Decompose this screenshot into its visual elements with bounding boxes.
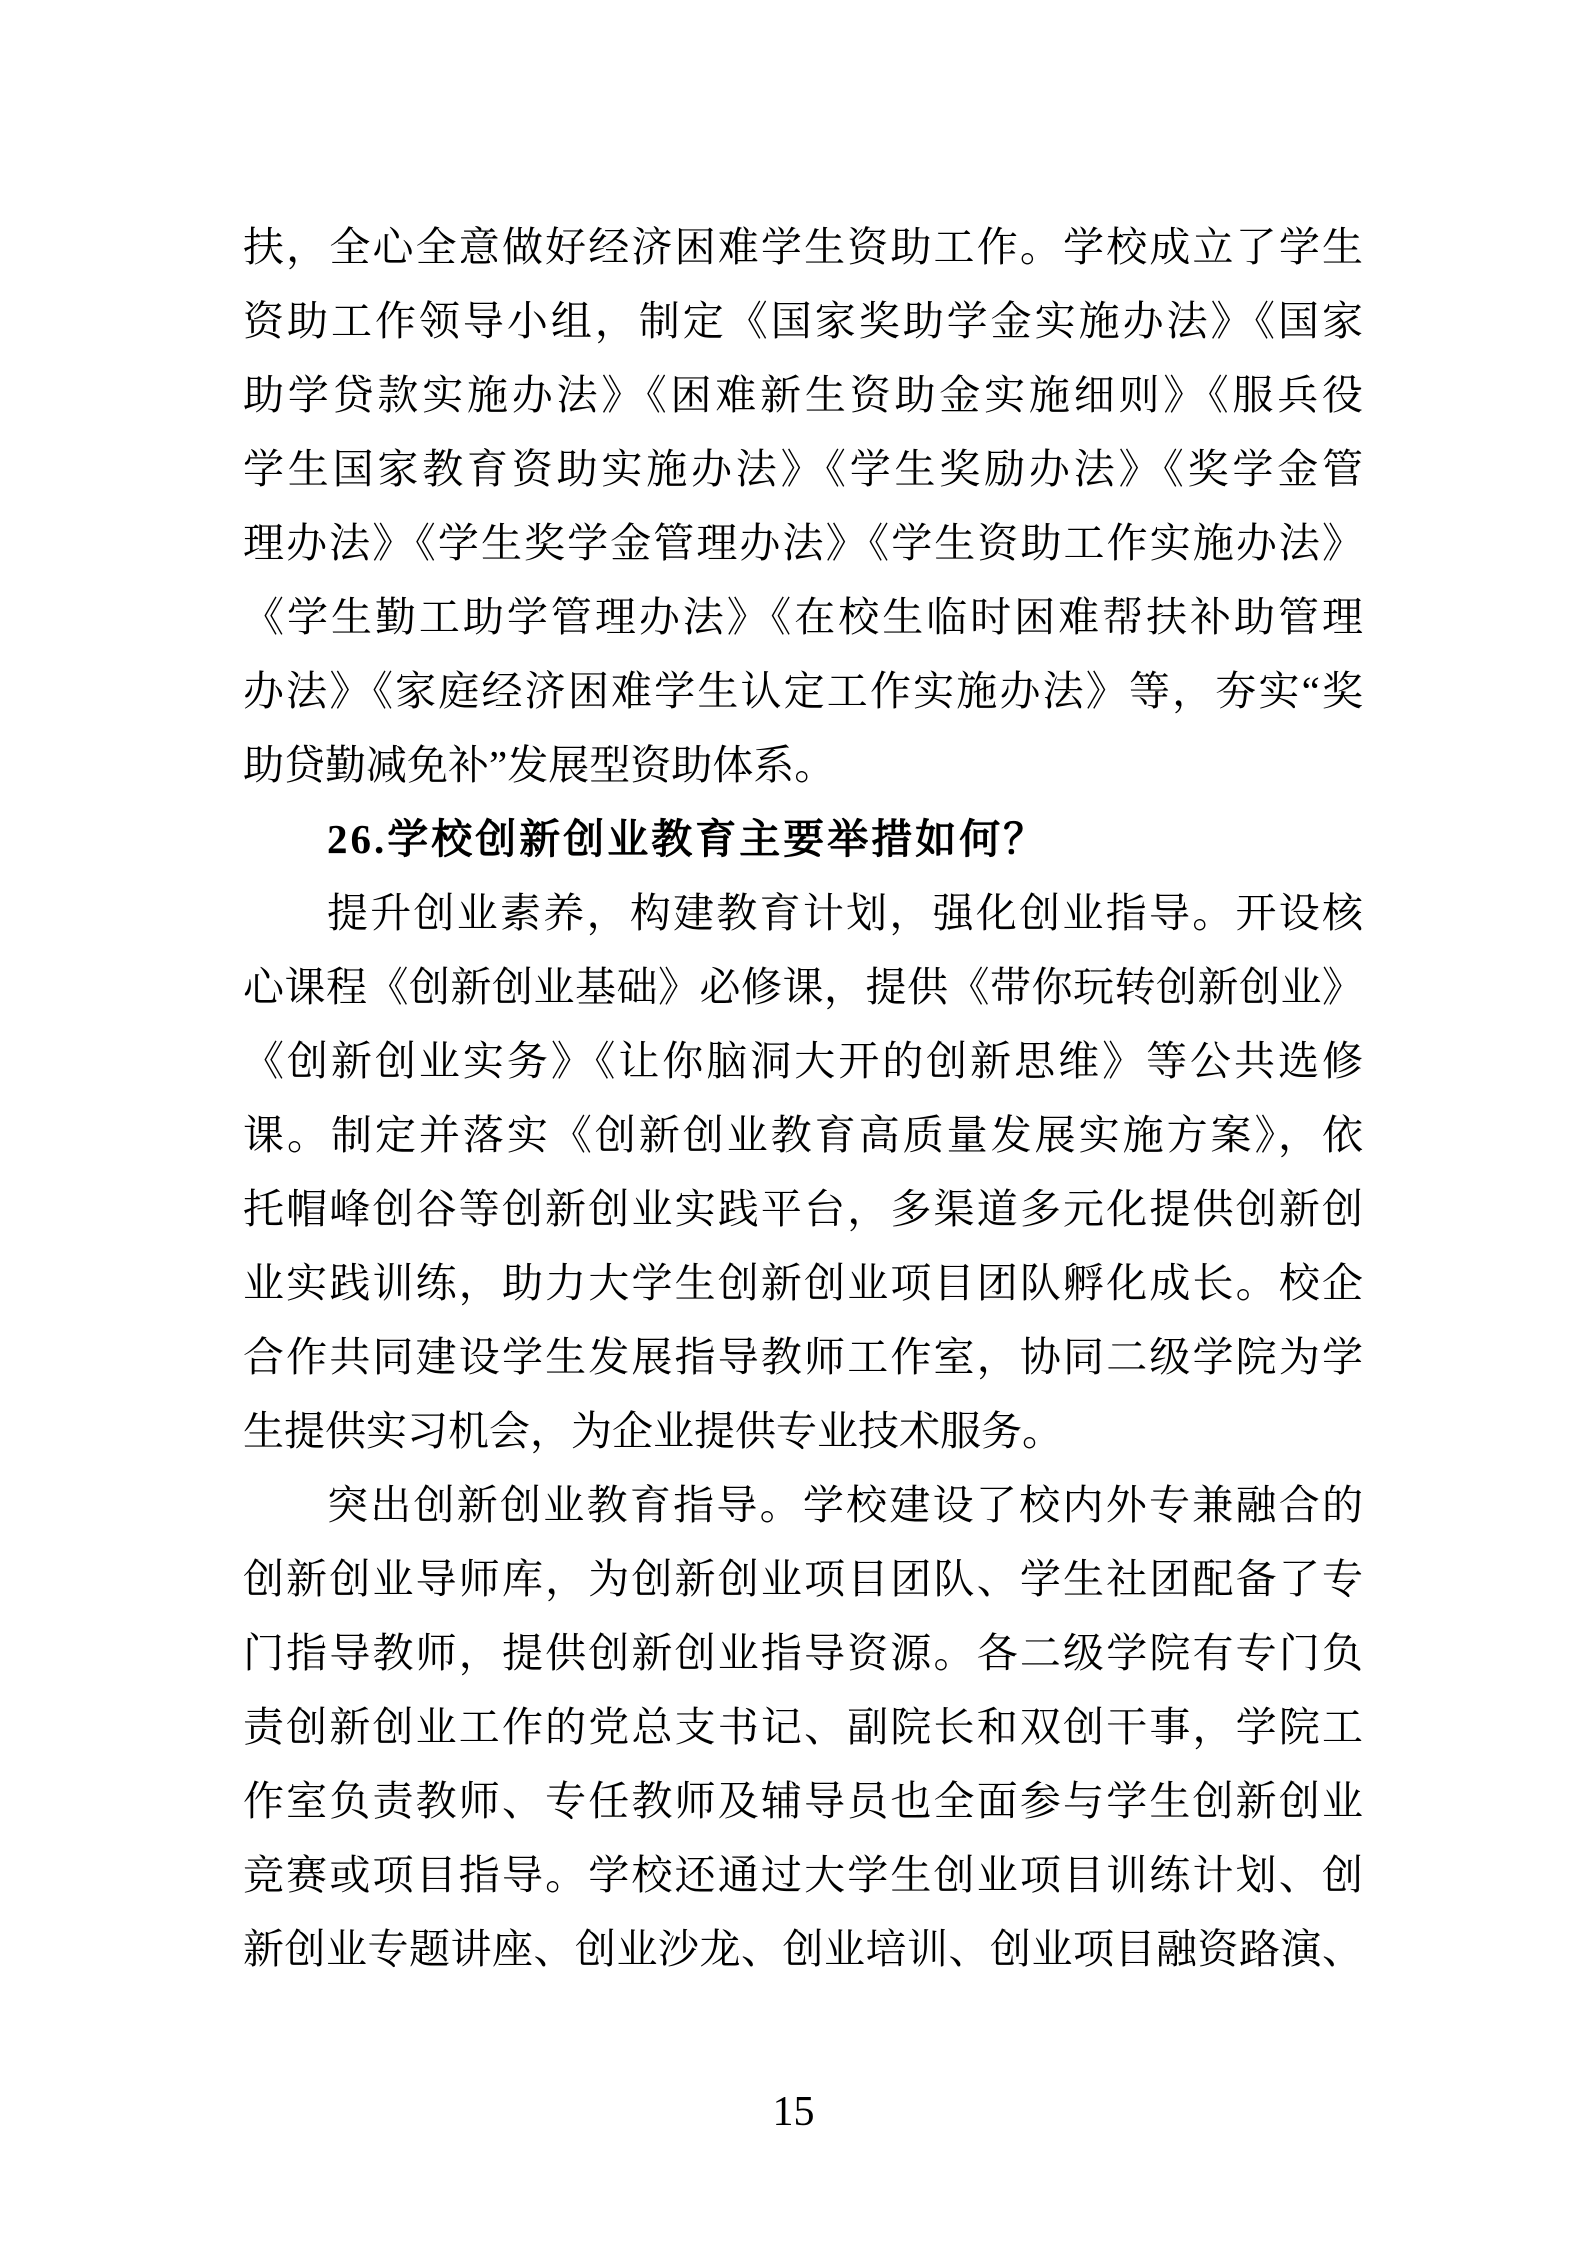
text-line: 理办法》《学生奖学金管理办法》《学生资助工作实施办法》	[243, 520, 1363, 566]
text-line: 作室负责教师、专任教师及辅导员也全面参与学生创新创业	[243, 1778, 1363, 1824]
text-block	[243, 210, 1363, 1986]
text-line: 提升创业素养，构建教育计划，强化创业指导。开设核	[327, 890, 1363, 936]
text-line: 突出创新创业教育指导。学校建设了校内外专兼融合的	[327, 1482, 1363, 1528]
text-line: 心课程《创新创业基础》必修课，提供《带你玩转创新创业》	[243, 964, 1363, 1010]
text-line: 资助工作领导小组，制定《国家奖助学金实施办法》《国家	[243, 298, 1363, 344]
text-line: 助贷勤减免补”发展型资助体系。	[243, 742, 836, 788]
text-line: 创新创业导师库，为创新创业项目团队、学生社团配备了专	[243, 1556, 1363, 1602]
text-line: 扶，全心全意做好经济困难学生资助工作。学校成立了学生	[243, 224, 1363, 270]
text-line: 《学生勤工助学管理办法》《在校生临时困难帮扶补助管理	[243, 594, 1363, 640]
text-line: 学生国家教育资助实施办法》《学生奖励办法》《奖学金管	[243, 446, 1363, 492]
text-line: 助学贷款实施办法》《困难新生资助金实施细则》《服兵役	[243, 372, 1363, 418]
text-line: 托帽峰创谷等创新创业实践平台，多渠道多元化提供创新创	[243, 1186, 1363, 1232]
text-line: 责创新创业工作的党总支书记、副院长和双创干事，学院工	[243, 1704, 1363, 1750]
text-line: 新创业专题讲座、创业沙龙、创业培训、创业项目融资路演、	[243, 1926, 1363, 1972]
text-line: 竞赛或项目指导。学校还通过大学生创业项目训练计划、创	[243, 1852, 1363, 1898]
section-heading: 26.学校创新创业教育主要举措如何？	[327, 816, 1048, 862]
text-line: 生提供实习机会，为企业提供专业技术服务。	[243, 1408, 1063, 1454]
text-line: 《创新创业实务》《让你脑洞大开的创新思维》等公共选修	[243, 1038, 1363, 1084]
text-line: 门指导教师，提供创新创业指导资源。各二级学院有专门负	[243, 1630, 1363, 1676]
text-line: 业实践训练，助力大学生创新创业项目团队孵化成长。校企	[243, 1260, 1363, 1306]
text-line: 办法》《家庭经济困难学生认定工作实施办法》等，夯实“奖	[243, 668, 1363, 714]
text-line: 合作共同建设学生发展指导教师工作室，协同二级学院为学	[243, 1334, 1363, 1380]
page-number: 15	[772, 2089, 815, 2135]
text-line: 课。制定并落实《创新创业教育高质量发展实施方案》，依	[243, 1112, 1363, 1158]
